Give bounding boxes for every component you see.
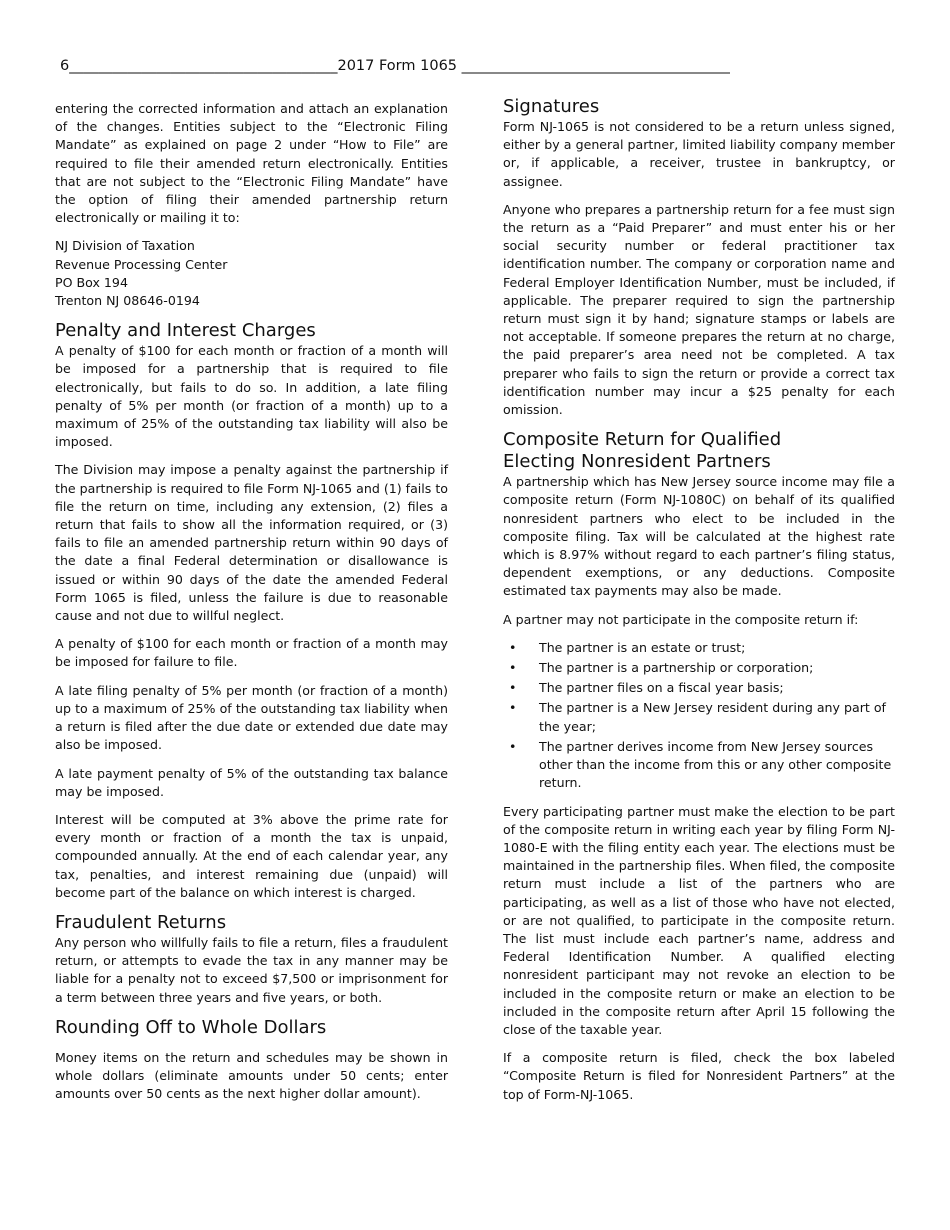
penalty-paragraph-1: A penalty of $100 for each month or fraction of a month will be imposed for a partnership that is required to file electronically, but fails to do so. In addition, a late filing penalty of 5% per month (or fraction of a month) up to a maximum of 25% of the outstanding tax liability will also be imposed. bbox=[55, 343, 448, 450]
list-item: • The partner derives income from New Jersey sources other than the income from this or any other composite return. bbox=[503, 738, 895, 793]
signatures-heading: Signatures bbox=[503, 96, 600, 117]
signatures-section bbox=[503, 96, 895, 419]
running-header: 6_____________________________________2017 Form 1065 _____________________________________ bbox=[60, 58, 730, 74]
penalty-paragraph-3: A penalty of $100 for each month or fraction of a month may be imposed for failure to file. bbox=[55, 636, 448, 670]
fraud-section bbox=[55, 912, 448, 1007]
rounding-heading: Rounding Off to Whole Dollars bbox=[55, 1016, 327, 1038]
penalty-paragraph-2: The Division may impose a penalty against the partnership if the partnership is required to file Form NJ-1065 and (1) fails to file the return on time, including any extension, (2) files a return that fails to show all the information required, or (3) fails to file an amended partnership return within 90 days of the date a final Federal determination or disallowance is issued or within 90 days of the date the amended Federal Form 1065 is filed, unless the failure is due to reasonable cause and not due to willful neglect. bbox=[55, 462, 449, 624]
list-item: • The partner is a partnership or corporation; bbox=[503, 659, 895, 677]
composite-paragraph-1: A partnership which has New Jersey source income may file a composite return (Form NJ-1080C) on behalf of its qualified nonresident partners who elect to be included in the composite filing. Tax will be calculated at the highest rate which is 8.97% without regard to each partner’s filing status, dependent exemptions, or any deductions. Composite estimated tax payments may also be made. bbox=[503, 474, 895, 599]
penalty-section bbox=[55, 320, 448, 902]
list-item: • The partner is an estate or trust; bbox=[503, 639, 895, 657]
penalty-paragraph-5: A late payment penalty of 5% of the outstanding tax balance may be imposed. bbox=[55, 765, 448, 799]
composite-heading-line-1: Composite Return for Qualified bbox=[503, 429, 782, 451]
fraud-paragraph: Any person who willfully fails to file a return, files a fraudulent return, or attempts to evade the tax in any manner may be liable for a penalty not to exceed $7,500 or imprisonment for a term between three years and five years, or both. bbox=[55, 934, 448, 1005]
right-column bbox=[503, 96, 895, 1114]
list-item: • The partner files on a fiscal year basis; bbox=[503, 679, 895, 697]
composite-heading-line-2: Electing Nonresident Partners bbox=[503, 451, 771, 473]
composite-paragraph-2: A partner may not participate in the composite return if: bbox=[503, 611, 859, 627]
rounding-section bbox=[55, 1017, 448, 1104]
composite-paragraph-3: Every participating partner must make the election to be part of the composite return in writing each year by filing Form NJ-1080-E with the filing entity each year. The elections must be maintained in the partnership files. When filed, the composite return must include a list of the partners who are participating, as well as a list of those who have not elected, or are not qualified, to participate in the composite return. The list must include each partner’s name, address and Federal Identification Number. A qualified electing nonresident participant may not revoke an election to be included in the composite return or make an election to be included in the composite return after April 15 following the close of the taxable year. bbox=[503, 803, 895, 1037]
fraud-heading: Fraudulent Returns bbox=[55, 911, 227, 933]
rounding-paragraph: Money items on the return and schedules may be shown in whole dollars (eliminate amounts under 50 cents; enter amounts over 50 cents as the next higher dollar amount). bbox=[55, 1049, 448, 1102]
list-item: • The partner is a New Jersey resident during any part of the year; bbox=[503, 699, 895, 735]
signatures-paragraph-1: Form NJ-1065 is not considered to be a return unless signed, either by a general partner, limited liability company member or, if applicable, a receiver, trustee in bankruptcy, or assignee. bbox=[503, 119, 895, 189]
composite-section bbox=[503, 429, 895, 1104]
penalty-heading: Penalty and Interest Charges bbox=[55, 320, 316, 342]
mailing-address: NJ Division of Taxation Revenue Processing Center PO Box 194 Trenton NJ 08646-0194 bbox=[55, 238, 228, 309]
left-column bbox=[55, 100, 448, 1113]
ineligible-partner-list bbox=[503, 639, 895, 793]
composite-paragraph-4: If a composite return is filed, check the box labeled “Composite Return is filed for Nonresident Partners” at the top of Form-NJ-1065. bbox=[503, 1050, 895, 1102]
intro-paragraph: entering the corrected information and attach an explanation of the changes. Entities subject to the “Electronic Filing Mandate” as explained on page 2 under “How to File” are required to file their amended return electronically. Entities that are not subject to the “Electronic Filing Mandate” have the option of filing their amended partnership return electronically or mailing it to: bbox=[55, 101, 448, 226]
interest-paragraph: Interest will be computed at 3% above the prime rate for every month or fraction of a month the tax is unpaid, compounded annually. At the end of each calendar year, any tax, penalties, and interest remaining due (unpaid) will become part of the balance on which interest is charged. bbox=[55, 811, 448, 900]
signatures-paragraph-2: Anyone who prepares a partnership return for a fee must sign the return as a “Paid Preparer” and must enter his or her social security number or federal practitioner tax identification number. The company or corporation name and Federal Employer Identification Number, must be included, if applicable. The preparer required to sign the partnership return must sign it by hand; signature stamps or labels are not acceptable. If someone prepares the return at no charge, the paid preparer’s area need not be completed. A tax preparer who fails to sign the return or provide a correct tax identification number may incur a $25 penalty for each omission. bbox=[503, 201, 895, 418]
penalty-paragraph-4: A late filing penalty of 5% per month (or fraction of a month) up to a maximum of 25% of the outstanding tax liability when a return is filed after the due date or extended due date may also be imposed. bbox=[55, 682, 448, 753]
